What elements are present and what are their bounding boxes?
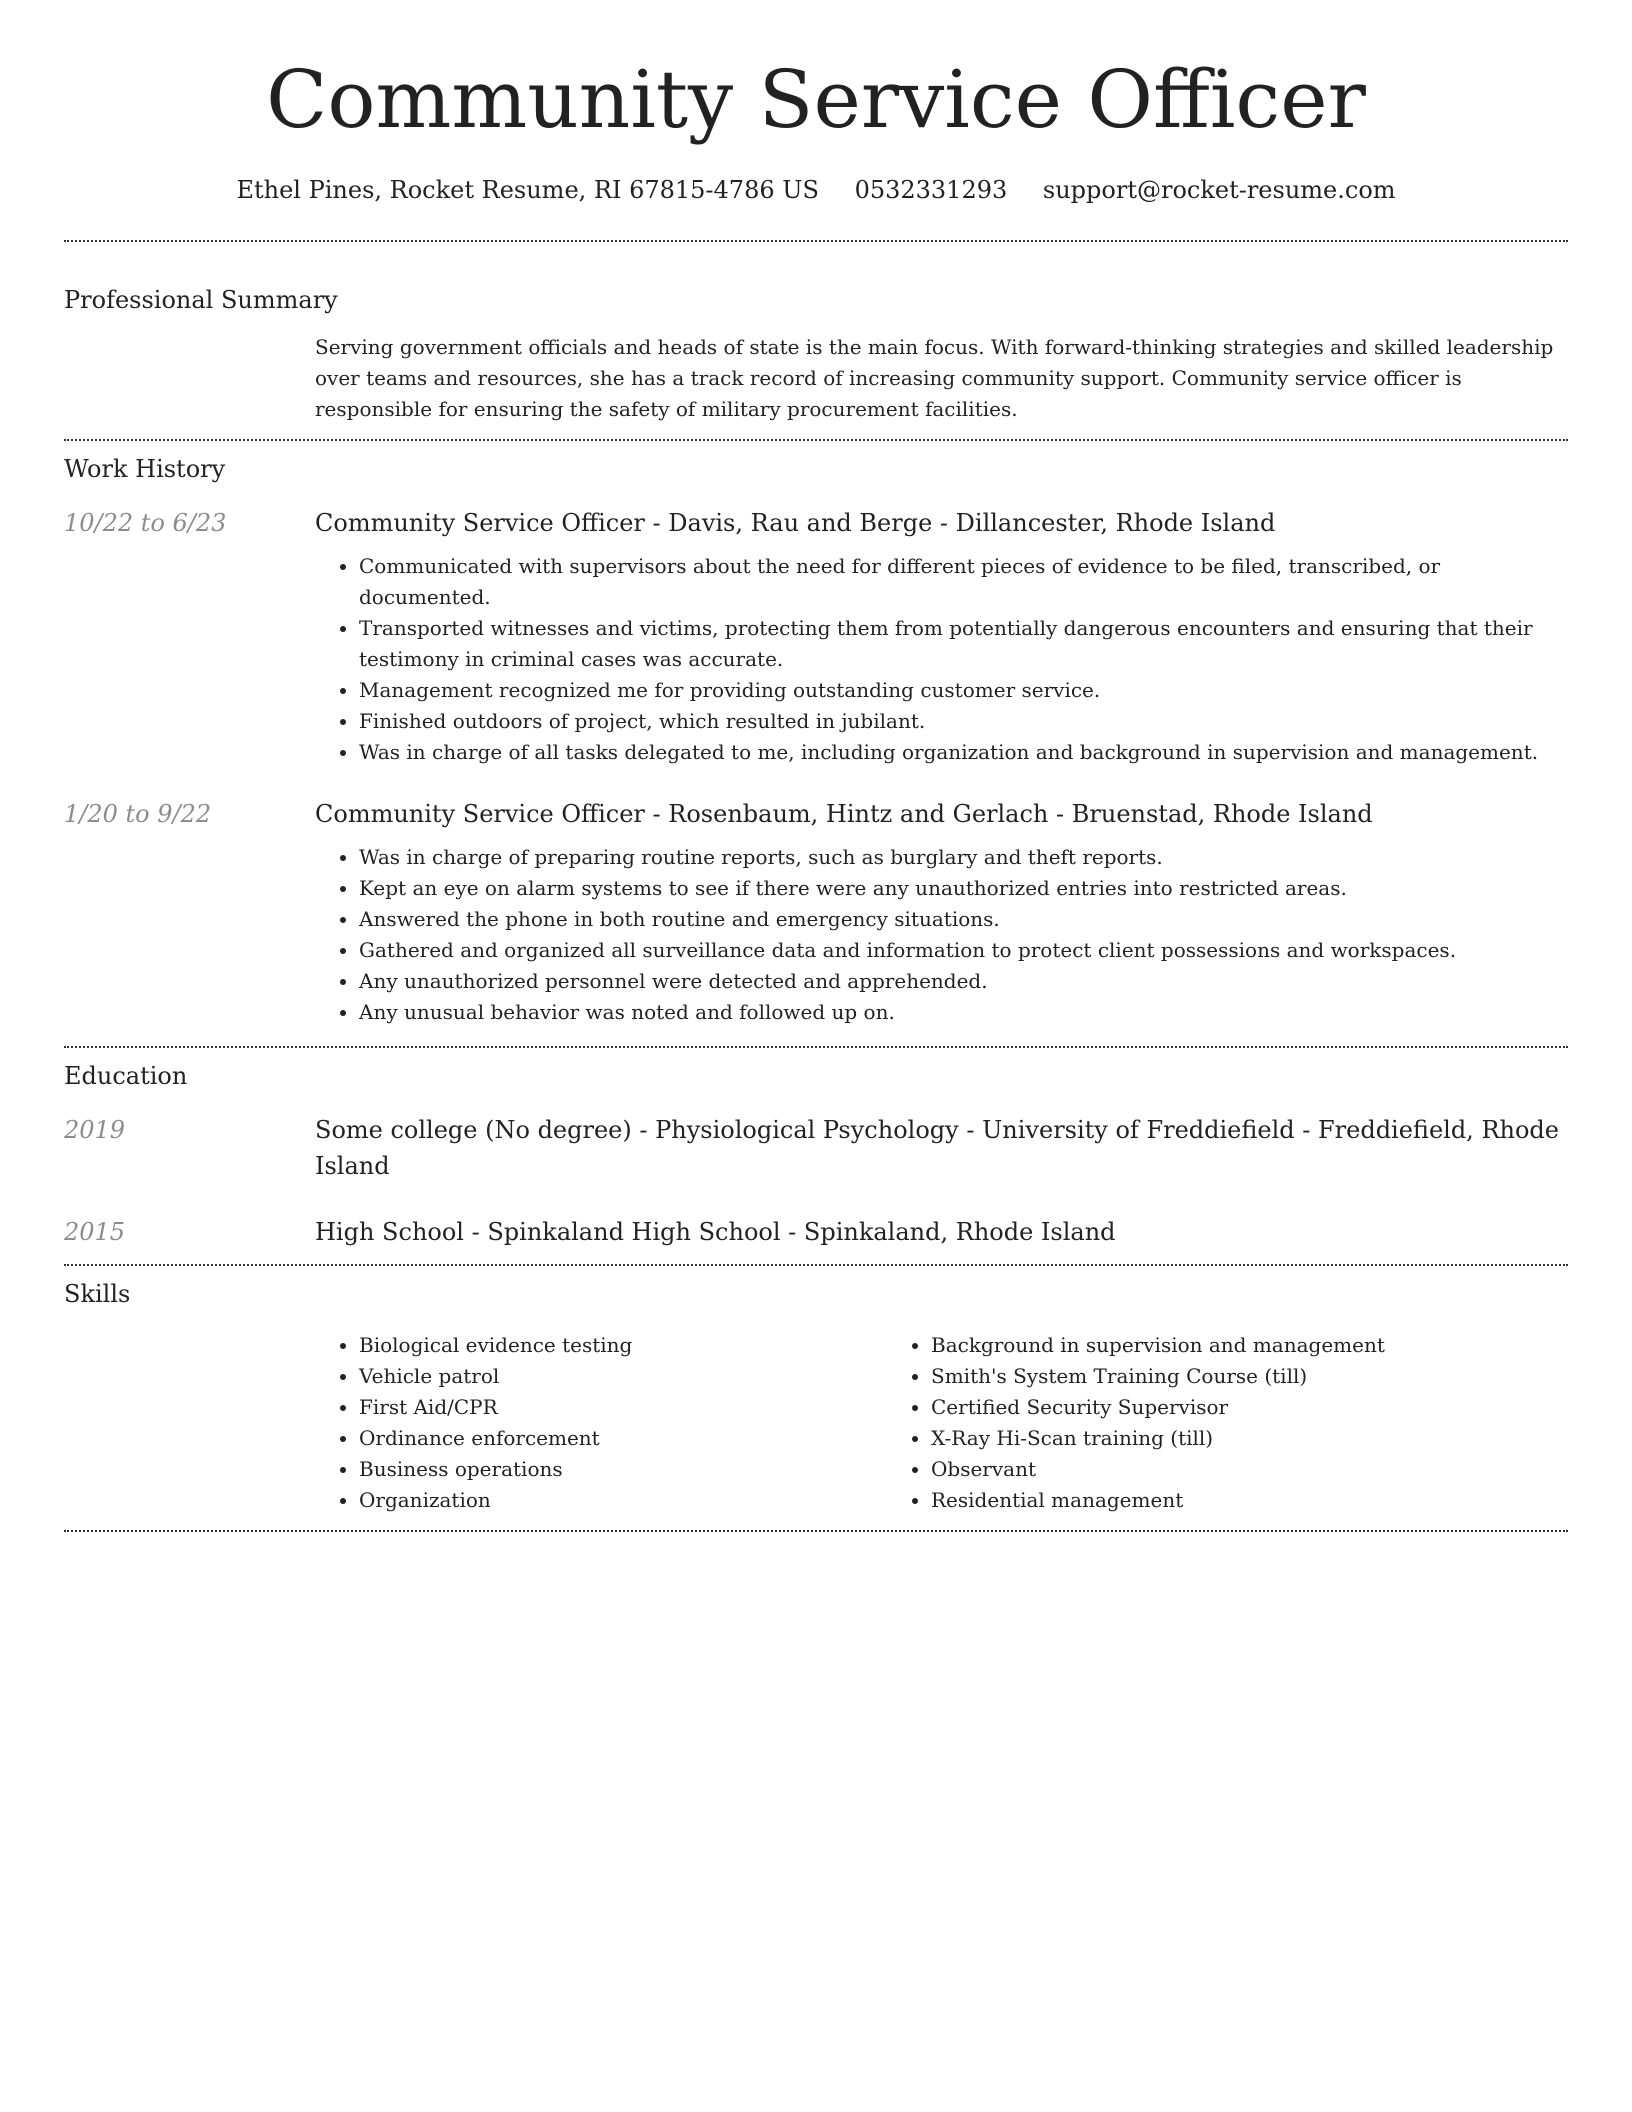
summary-text: Serving government officials and heads of state is the main focus. With forward-thinking strategies and skilled leadership over teams and resources, she has a track record of increasing community support. Community service officer is responsible for ensuring the safety of military procurement facilities. [315,335,1554,421]
work-history-section [64,453,1568,1028]
candidate-name: Community Service Officer [266,53,1366,146]
job-heading [315,796,1568,832]
skills-list-left [315,1330,887,1516]
education-degree: High School [315,1218,464,1246]
job-position: Community Service Officer [315,509,645,537]
education-title: Education [64,1062,188,1090]
job-bullet: • Was in charge of all tasks delegated to me, including organization and background in supervision and management. [359,737,1568,768]
job-bullets [315,551,1568,768]
contact-address: Ethel Pines, Rocket Resume, RI 67815-4786 US [236,176,819,204]
skill-item: • Ordinance enforcement [359,1423,887,1454]
skill-item: • First Aid/CPR [359,1392,887,1423]
education-year: 2015 [64,1218,126,1246]
skill-item: • Residential management [931,1485,1459,1516]
education-year: 2019 [64,1116,126,1144]
job-bullet: • Gathered and organized all surveillance data and information to protect client possessions and workspaces. [359,935,1568,966]
skill-item: • Vehicle patrol [359,1361,887,1392]
skill-item: • Business operations [359,1454,887,1485]
work-history-title: Work History [64,455,226,483]
skill-item: • Certified Security Supervisor [931,1392,1459,1423]
divider [64,240,1568,242]
skill-item: • Observant [931,1454,1459,1485]
job-dates: 1/20 to 9/22 [64,800,212,828]
skill-item: • Organization [359,1485,887,1516]
job-dates: 10/22 to 6/23 [64,509,227,537]
job-position: Community Service Officer [315,800,645,828]
skill-item: • Biological evidence testing [359,1330,887,1361]
education-entry [64,1112,1568,1184]
summary-section [64,284,1568,425]
contact-phone: 0532331293 [854,176,1008,204]
job-heading [315,505,1568,541]
contact-line [64,174,1568,206]
job-bullet: • Any unauthorized personnel were detected and apprehended. [359,966,1568,997]
education-school: - Spinkaland High School - Spinkaland, Rhode Island [463,1218,1116,1246]
summary-title: Professional Summary [64,286,338,314]
job-bullet: • Was in charge of preparing routine reports, such as burglary and theft reports. [359,842,1568,873]
job-bullet: • Communicated with supervisors about the need for different pieces of evidence to be filed, transcribed, or documented. [359,551,1568,613]
resume-header [64,0,1568,206]
job-bullet: • Any unusual behavior was noted and followed up on. [359,997,1568,1028]
skills-grid [315,1330,1568,1516]
skill-item: • Smith's System Training Course (till) [931,1361,1459,1392]
job-bullet: • Finished outdoors of project, which resulted in jubilant. [359,706,1568,737]
job-entry [64,505,1568,768]
education-school: - University of Freddiefield - Freddiefield, Rhode Island [315,1116,1559,1180]
skills-section [64,1278,1568,1516]
job-bullets [315,842,1568,1028]
job-bullet: • Management recognized me for providing outstanding customer service. [359,675,1568,706]
job-bullet: • Answered the phone in both routine and emergency situations. [359,904,1568,935]
education-section [64,1060,1568,1250]
skill-item: • X-Ray Hi-Scan training (till) [931,1423,1459,1454]
divider [64,1046,1568,1048]
skills-list-right [887,1330,1459,1516]
divider [64,1530,1568,1532]
job-bullet: • Kept an eye on alarm systems to see if there were any unauthorized entries into restricted areas. [359,873,1568,904]
skill-item: • Background in supervision and management [931,1330,1459,1361]
job-bullet: • Transported witnesses and victims, protecting them from potentially dangerous encounters and ensuring that their testimony in criminal cases was accurate. [359,613,1568,675]
skills-title: Skills [64,1280,131,1308]
divider [64,439,1568,441]
job-employer: - Davis, Rau and Berge - Dillancester, Rhode Island [644,509,1276,537]
education-degree: Some college (No degree) - Physiological Psychology [315,1116,959,1144]
job-entry [64,796,1568,1028]
job-employer: - Rosenbaum, Hintz and Gerlach - Bruenstad, Rhode Island [644,800,1373,828]
divider [64,1264,1568,1266]
education-entry [64,1214,1568,1250]
contact-email: support@rocket-resume.com [1042,176,1396,204]
